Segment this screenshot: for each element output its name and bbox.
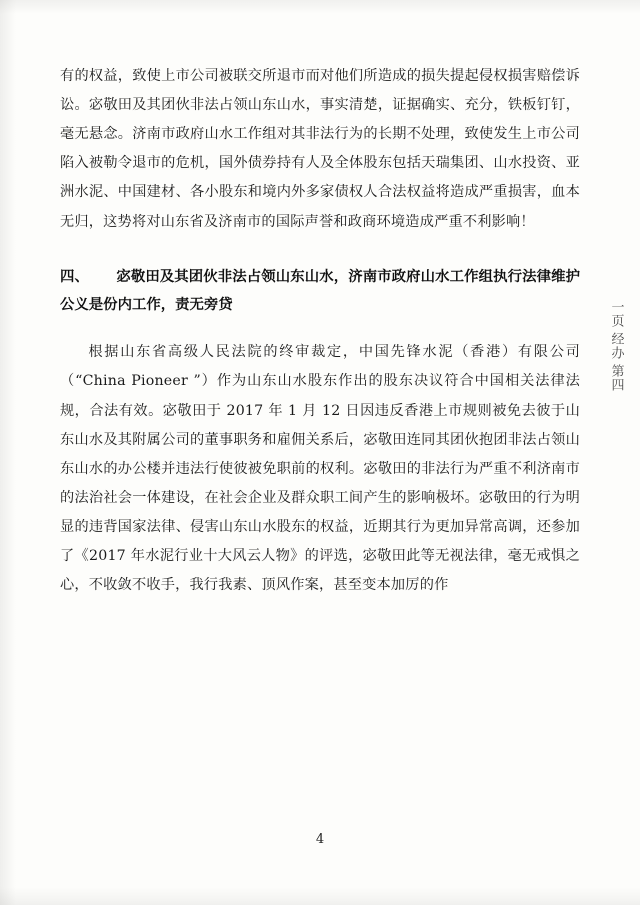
body-paragraph: 有的权益，致使上市公司被联交所退市而对他们所造成的损失提起侵权损害赔偿诉讼。宓敬田及其团伙非法占领山东山水，事实清楚，证据确实、充分，铁板钉钉，毫无悬念。济南市政府山水工作组对其非法行为的长期不处理，致使发生上市公司陷入被勒令退市的危机，国外债券持有人及全体股东包括天瑞集团、山水投资、亚洲水泥、中国建材、各小股东和境内外多家债权人合法权益将造成严重损害，血本无归，这势将对山东省及济南市的国际声誉和政商环境造成严重不利影响！	[60, 68, 580, 230]
side-seal-line: 第四	[608, 364, 624, 392]
body-paragraph: 根据山东省高级人民法院的终审裁定，中国先锋水泥（香港）有限公司（“China Pioneer ”）作为山东山水股东作出的股东决议符合中国相关法律法规，合法有效。宓敬田于 2017 年 1 月 12 日因违反香港上市规则被免去彼于山东山水及其附属公司的董事职务和雇佣关系后，宓敬田连同其团伙抱团非法占领山东山水的办公楼并违法行使彼被免职前的权利。宓敬田的非法行为严重不利济南市的法治社会一体建设，在社会企业及群众职工间产生的影响极坏。宓敬田的行为明显的违背国家法律、侵害山东山水股东的权益，近期其行为更加异常高调，还参加了《2017 年水泥行业十大风云人物》的评选，宓敬田此等无视法律，毫无戒惧之心，不收敛不收手，我行我素、顶风作案，甚至变本加厉的作	[60, 344, 580, 594]
page-edge-shadow-left	[0, 0, 16, 905]
page-content	[60, 62, 580, 822]
section-heading	[60, 263, 580, 321]
section-heading-number: 四、	[60, 267, 89, 285]
page-number: 4	[315, 832, 325, 847]
side-seal-stamp	[598, 300, 632, 392]
page-edge-shadow-top	[0, 0, 640, 14]
side-seal-line: 一页	[608, 300, 624, 328]
page-edge-shadow-bottom	[0, 887, 640, 905]
section-heading-text: 宓敬田及其团伙非法占领山东山水，济南市政府山水工作组执行法律维护公义是份内工作，责无旁贷	[60, 267, 580, 314]
side-seal-line: 经办	[608, 332, 624, 360]
